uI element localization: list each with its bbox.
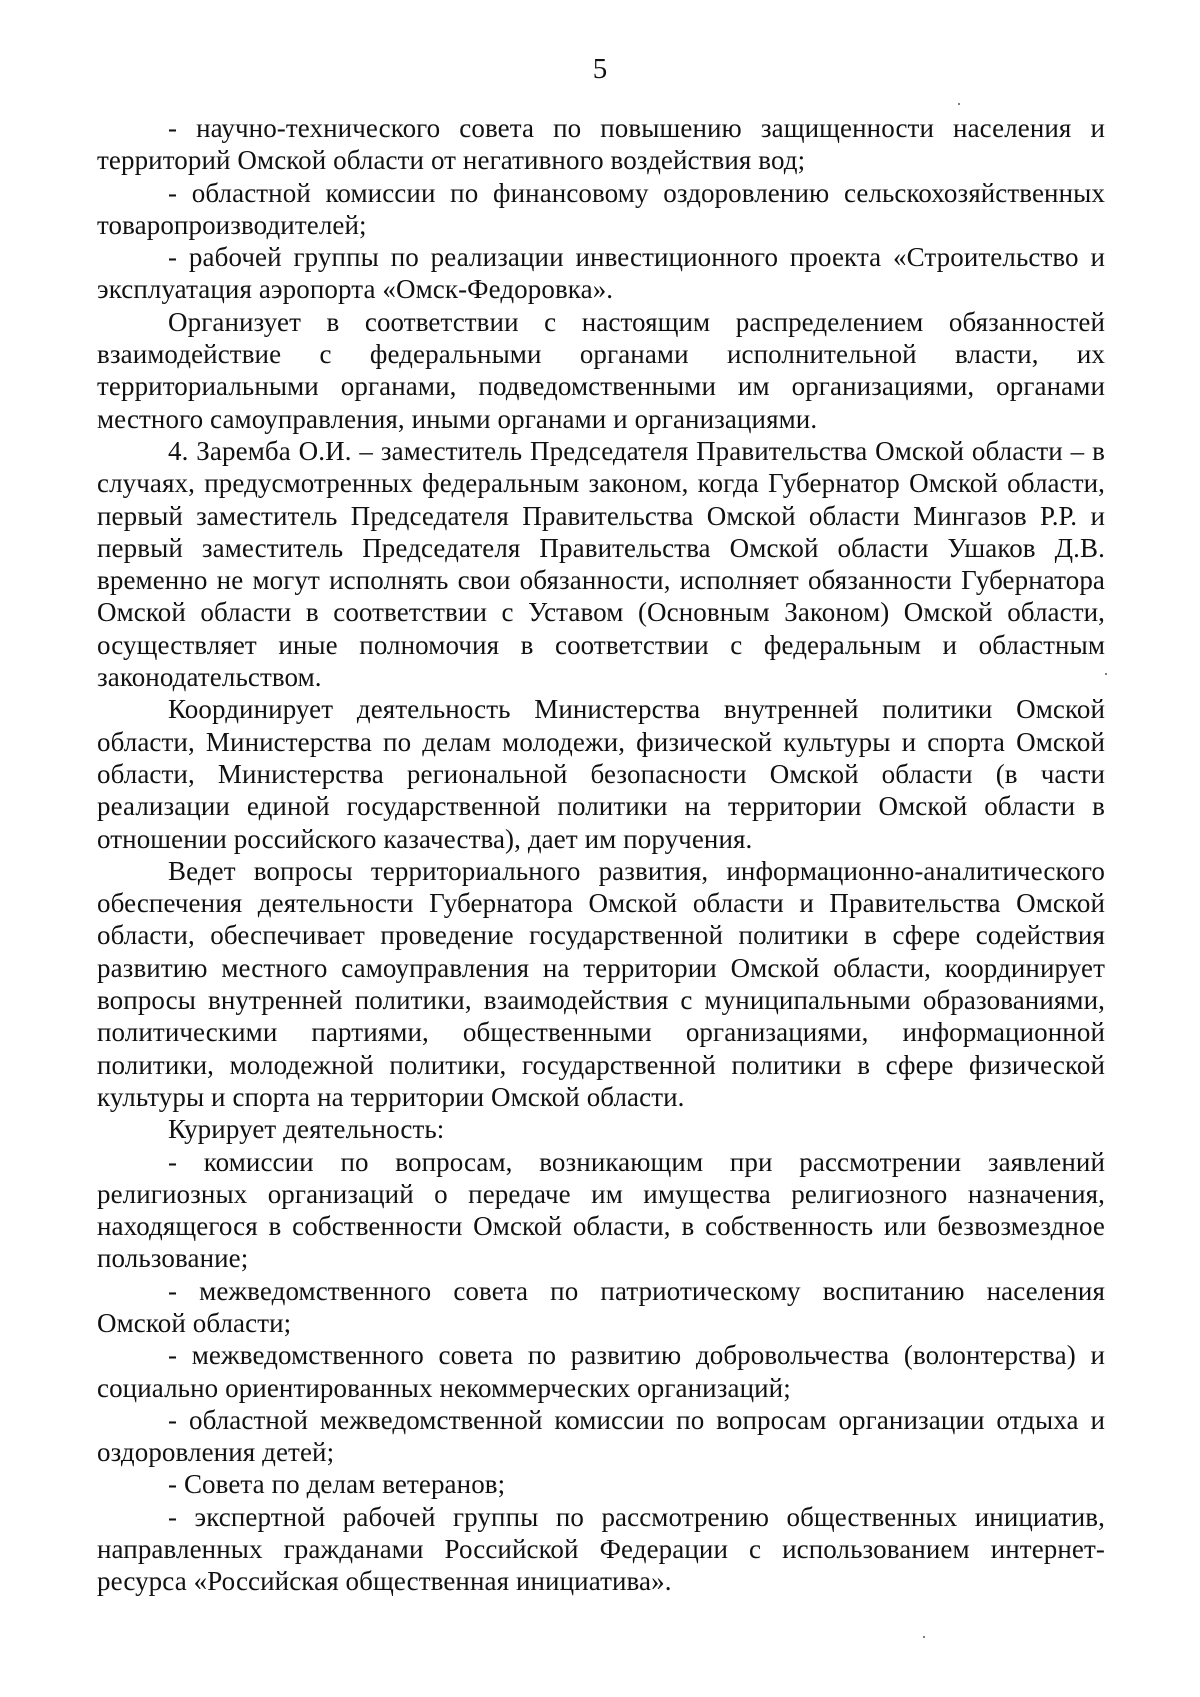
document-body [97,112,1105,1598]
paragraph-veterans-council: - Совета по делам ветеранов; [168,1469,506,1500]
scan-speck [958,103,960,105]
scan-speck [1105,673,1107,675]
paragraph-patriotic-council: - межведомственного совета по патриотическому воспитанию населения Омской области; [97,1275,1105,1338]
paragraph-territorial-development: Ведет вопросы территориального развития, информационно-аналитического обеспечения деятельности Губернатора Омской области и Правительства Омской области, обеспечивает проведение государственной политики в сфере содействия развитию местного самоуправления на территории Омской области, координирует вопросы внутренней политики, взаимодействия с муниципальными образованиями, политическими партиями, общественными организациями, информационной политики, молодежной политики, государственной политики в сфере физической культуры и спорта на территории Омской области. [97,855,1105,1112]
paragraph-airport-working-group: - рабочей группы по реализации инвестиционного проекта «Строительство и эксплуатация аэропорта «Омск-Федоровка». [97,242,1105,305]
paragraph-supervises-heading: Курирует деятельность: [168,1114,445,1145]
paragraph-expert-working-group: - экспертной рабочей группы по рассмотрению общественных инициатив, направленных гражданами Российской Федерации с использованием интернет-ресурса «Российская общественная инициатива». [97,1501,1105,1597]
paragraph-children-rest-commission: - областной межведомственной комиссии по вопросам организации отдыха и оздоровления детей; [97,1404,1105,1468]
paragraph-volunteer-council: - межведомственного совета по развитию добровольчества (волонтерства) и социально ориентированных некоммерческих организаций; [97,1340,1105,1403]
paragraph-coordinates-ministries: Координирует деятельность Министерства внутренней политики Омской области, Министерства по делам молодежи, физической культуры и спорта Омской области, Министерства региональной безопасности Омской области (в части реализации единой государственной политики на территории Омской области в отношении российского казачества), дает им поручения. [97,694,1105,854]
paragraph-religious-commission: - комиссии по вопросам, возникающим при рассмотрении заявлений религиозных организаций о передаче им имущества религиозного назначения, находящегося в собственности Омской области, в собственность или безвозмездное пользование; [97,1146,1105,1274]
paragraph-zaremba-duties: 4. Заремба О.И. – заместитель Председателя Правительства Омской области – в случаях, предусмотренных федеральным законом, когда Губернатор Омской области, первый заместитель Председателя Правительства Омской области Мингазов Р.Р. и первый заместитель Председателя Правительства Омской области Ушаков Д.В. временно не могут исполнять свои обязанности, исполняет обязанности Губернатора Омской области в соответствии с Уставом (Основным Законом) Омской области, осуществляет иные полномочия в соответствии с федеральным и областным законодательством. [97,435,1105,693]
paragraph-agri-commission: - областной комиссии по финансовому оздоровлению сельскохозяйственных товаропроизводителей; [97,177,1105,240]
paragraph-flood-council: - научно-технического совета по повышению защищенности населения и территорий Омской области от негативного воздействия вод; [97,113,1105,176]
paragraph-interaction: Организует в соответствии с настоящим распределением обязанностей взаимодействие с федеральными органами исполнительной власти, их территориальными органами, подведомственными им организациями, органами местного самоуправления, иными органами и организациями. [97,306,1105,434]
scan-speck [923,1636,925,1638]
page-number: 5 [592,53,608,85]
